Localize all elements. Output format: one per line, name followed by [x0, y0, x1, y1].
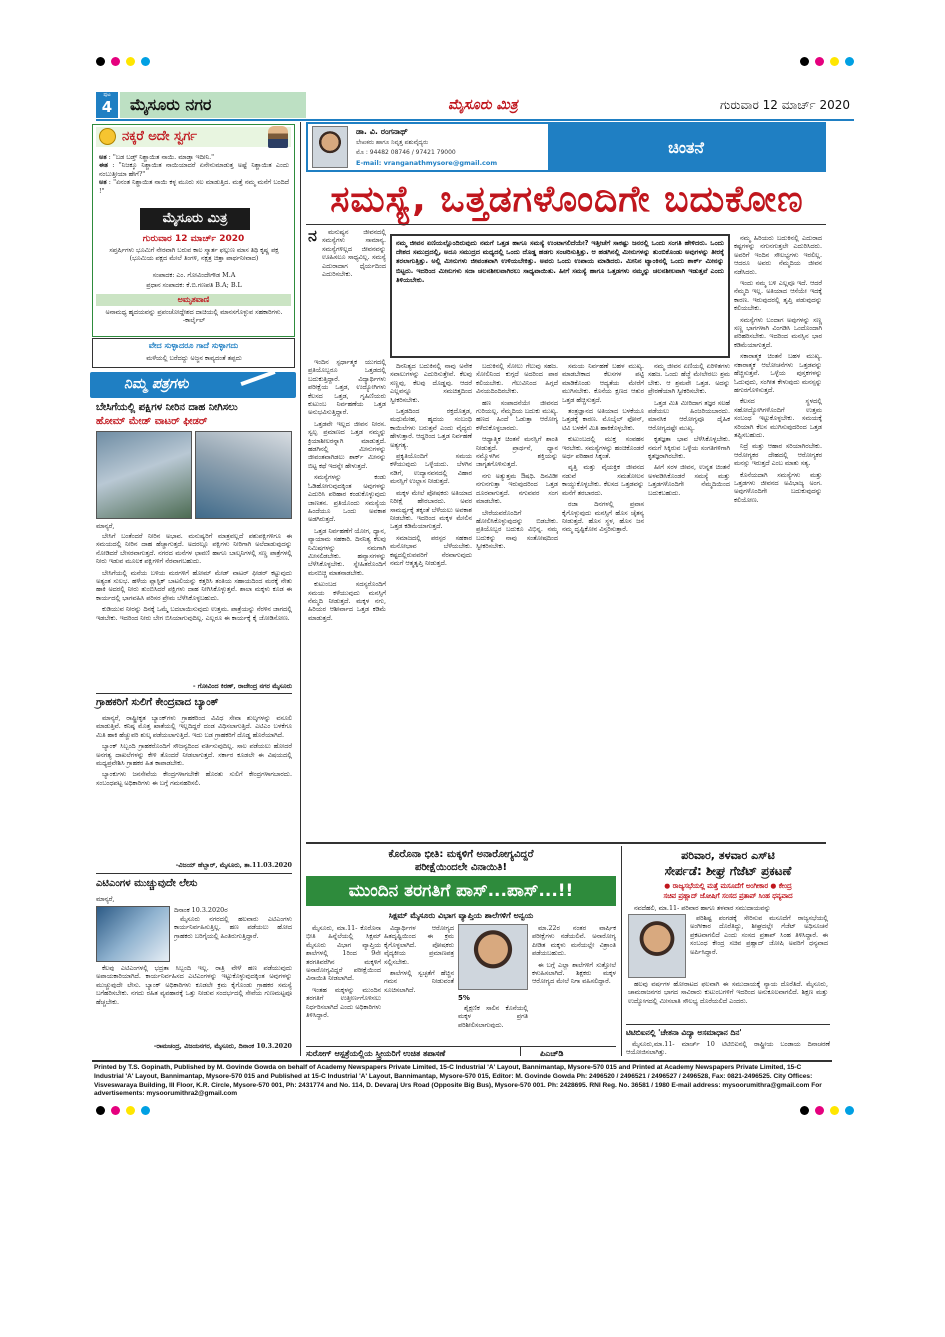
right-body-col: ಪರಿಶಿಷ್ಟ ಪಂಗಡಕ್ಕೆ ಸೇರಿಸುವ ಮಸೂದೆಗೆ ರಾಜ್ಯಸಭೆಯಲ್ಲಿ ಅಂಗೀಕಾರ ದೊರೆತಿದ್ದು, ಶೀಘ್ರದಲ್ಲೇ ಗೆಜೆಟ್ ಅಧಿಸೂಚನೆ ಪ್ರಕಟವಾಗಲಿದೆ ಎಂದು ಸಂಸದ ಪ್ರತಾಪ್ ಸಿಂಹ ತಿಳಿಸಿದ್ದಾರೆ. ಈ ಸಂಬಂಧ ಕೇಂದ್ರ ಸಚಿವ ಪ್ರಹ್ಲಾದ್ ಜೋಷಿ ಅವರಿಗೆ ಧನ್ಯವಾದ ಅರ್ಪಿಸಿದ್ದಾರೆ.: [690, 914, 828, 956]
letter3-body-cont: ಕೆಲವು ಎಟಿಎಂಗಳಲ್ಲಿ ಭದ್ರತಾ ಸಿಬ್ಬಂದಿ ಇಲ್ಲ. ರಾತ್ರಿ ವೇಳೆ ಹಣ ಪಡೆಯುವುದು ಅಪಾಯಕಾರಿಯಾಗಿದೆ. ಕಾರ್ಯನಿರ್ವಹಿಸದ ಎಟಿಎಂಗಳನ್ನು ಇಟ್ಟುಕೊಳ್ಳುವುದಕ್ಕಿಂತ ಅವುಗಳನ್ನು ಮುಚ್ಚುವುದೇ ಲೇಸು. ಬ್ಯಾಂಕ್ ಅಧಿಕಾರಿಗಳು ಕೂಡಲೇ ಕ್ರಮ ಕೈಗೊಂಡು ಗ್ರಾಹಕರ ಸಮಸ್ಯೆ ಬಗೆಹರಿಸಬೇಕು. ನಗದು ರಹಿತ ವ್ಯವಹಾರಕ್ಕೆ ಒತ್ತು ನೀಡುವ ಸಂದರ್ಭದಲ್ಲಿ ಸೇವೆಯ ಗುಣಮಟ್ಟವೂ ಹೆಚ್ಚಬೇಕು.: [96, 964, 292, 1006]
quote-text: ಅನಾಮಧ್ಯ ಹೃದಯವನ್ನು ಪ್ರಪಂಚೋದ್ದೇಶದ ದಾಚಿಯಲ್ಲಿ ಮಾನಸಗೊಳ್ಳುವ ಸಹಕಾರಿಗಳು. -ಕಾರ್ಲೈಲ್: [105, 308, 283, 325]
womens-day-body: ಮೈಸೂರು,ಮಾ.11- ಮಾರ್ಚ್ 10 ಟಿಟಿಬಿಐನಲ್ಲಿ ರಾಷ್ಟ್ರೀಯ ಬಂಡಾಯ ದಿನಾಚರಣೆ ಆಯೋಜಿಸಲಾಗಿತ್ತು.: [626, 1040, 830, 1056]
hospital-inset-title: ಸುರೋಗ್ ಆಸ್ಪತ್ರೆಯಲ್ಲಿಯ ಸ್ತ್ರೀಯರಿಗೆ ಉಚಿತ ತಪಾಸಣೆ: [306, 1049, 446, 1058]
letter3-date: ದಿನಾಂಕ 10.3.2020ರ: [174, 906, 228, 914]
cartoon-figure-icon: [268, 126, 288, 148]
editorial-col-6: ಸಮಯ ನಿರ್ವಹಣೆ ಬಹಳ ಮುಖ್ಯ. ಮಾಡಬೇಕಾದ ಕೆಲಸಗಳ ಪಟ್ಟಿ ಮಾಡಿಕೊಂಡು ಆದ್ಯತೆಯ ಮೇರೆಗೆ ಮುಗಿಸಬೇಕು. ಕೊನೆಯ ಕ್ಷಣದ ಆತುರ ಒತ್ತಡ ಹೆಚ್ಚಿಸುತ್ತದೆ. ತಂತ್ರಜ್ಞಾನದ ಅತಿಯಾದ ಬಳಕೆಯೂ ಒತ್ತಡಕ್ಕೆ ಕಾರಣ. ಮೊಬೈಲ್ ಫೋನ್, ಟಿವಿ ಬಳಕೆಗೆ ಮಿತಿ ಹಾಕಿಕೊಳ್ಳಬೇಕು. ಕುಟುಂಬದಲ್ಲಿ ಮುಕ್ತ ಸಂವಹನ ಇರಬೇಕು. ಸಮಸ್ಯೆಗಳನ್ನು ಹಂಚಿಕೊಂಡರೆ ಅರ್ಧ ಪರಿಹಾರ ಸಿಕ್ಕಂತೆ. ವೃತ್ತಿ ಮತ್ತು ವೈಯಕ್ತಿಕ ಜೀವನದ ನಡುವೆ ಸಮತೋಲನ ಕಾಯ್ದುಕೊಳ್ಳಬೇಕು. ಕೆಲಸದ ಒತ್ತಡವನ್ನು ಮನೆಗೆ ತರಬಾರದು. ರಜಾ ದಿನಗಳಲ್ಲಿ ಪ್ರವಾಸ ಕೈಗೊಳ್ಳುವುದು ಮನಸ್ಸಿಗೆ ಹೊಸ ಚೈತನ್ಯ ನೀಡುತ್ತದೆ. ಹೊಸ ಸ್ಥಳ, ಹೊಸ ಜನ ನಮ್ಮ ದೃಷ್ಟಿಕೋನ ವಿಸ್ತರಿಸುತ್ತಾರೆ.: [562, 362, 644, 534]
drop-cap: ನ: [308, 226, 317, 245]
water-feeder-photo-1: [96, 431, 192, 519]
founder-line: ಸಂಪಾದಕ: ಎಂ. ಗೋವಿಂದೇಗೌಡ M.A: [152, 271, 236, 279]
saying-text: ಮಳೆಯಲ್ಲಿ ಬರೆದದ್ದು ಅಜ್ಜನ ಕಾವ್ಯದಂತೆ ತಪ್ಪದು: [146, 354, 242, 362]
joke-list: [99, 153, 289, 203]
author-name: ಡಾ. ವಿ. ರಂಗನಾಥ್: [356, 127, 408, 136]
mini-masthead: ಮೈಸೂರು ಮಿತ್ರ: [140, 208, 250, 230]
letter1-title: ಬೇಸಿಗೆಯಲ್ಲಿ ಪಕ್ಷಿಗಳ ನೀರಿನ ದಾಹ ನೀಗಿಸಲು: [96, 402, 238, 413]
author-email: E-mail: vranganathmysore@gmail.com: [356, 159, 498, 167]
page-number: 4: [101, 98, 113, 116]
letter2-body: ಮಾನ್ಯರೆ, ರಾಷ್ಟ್ರೀಕೃತ ಬ್ಯಾಂಕ್‌ಗಳು ಗ್ರಾಹಕರಿಂದ ವಿವಿಧ ಸೇವಾ ಶುಲ್ಕಗಳನ್ನು ವಸೂಲಿ ಮಾಡುತ್ತಿವೆ. ಕನಿಷ್ಠ ಮೊತ್ತ ಖಾತೆಯಲ್ಲಿ ಇಲ್ಲದಿದ್ದರೆ ದಂಡ ವಿಧಿಸಲಾಗುತ್ತಿದೆ. ಎಟಿಎಂ ಬಳಕೆಗೂ ಮಿತಿ ಹಾಕಿ ಹೆಚ್ಚುವರಿ ಶುಲ್ಕ ಪಡೆಯಲಾಗುತ್ತಿದೆ. ಇದು ಬಡ ಗ್ರಾಹಕರಿಗೆ ದೊಡ್ಡ ಹೊರೆಯಾಗಿದೆ. ಬ್ಯಾಂಕ್ ಸಿಬ್ಬಂದಿ ಗ್ರಾಹಕರೊಂದಿಗೆ ಸೌಜನ್ಯದಿಂದ ವರ್ತಿಸುವುದಿಲ್ಲ. ಸಾಲ ಪಡೆಯಲು ಹೋದರೆ ಅನಗತ್ಯ ದಾಖಲೆಗಳನ್ನು ಕೇಳಿ ತೊಂದರೆ ನೀಡಲಾಗುತ್ತದೆ. ಸರ್ಕಾರ ಕೂಡಲೇ ಈ ವಿಷಯದಲ್ಲಿ ಮಧ್ಯಪ್ರವೇಶಿಸಿ ಗ್ರಾಹಕರ ಹಿತ ಕಾಪಾಡಬೇಕು. ಬ್ಯಾಂಕುಗಳು ಜನಸೇವೆಯ ಕೇಂದ್ರಗಳಾಗಬೇಕೇ ಹೊರತು ಸುಲಿಗೆ ಕೇಂದ್ರಗಳಾಗಬಾರದು. ಸಂಬಂಧಪಟ್ಟ ಅಧಿಕಾರಿಗಳು ಈ ಬಗ್ಗೆ ಗಮನಹರಿಸಲಿ.: [96, 714, 292, 787]
right-body-top: ನವದೆಹಲಿ, ಮಾ.11- ಪರಿವಾರ ಹಾಗೂ ತಳವಾರ ಸಮುದಾಯವನ್ನು: [634, 904, 771, 912]
letter3-signature: -ರಾಮಚಂದ್ರ, ವಿಜಯನಗರ, ಮೈಸೂರು, ದಿನಾಂಕ 10.3.2020: [153, 1042, 292, 1050]
saying-title: ವೇದ ಸುಳ್ಳಾದರೂ ಗಾದೆ ಸುಳ್ಳಾಗದು: [148, 341, 239, 350]
right-sub-1: ● ರಾಜ್ಯಸಭೆಯಲ್ಲಿ ಮತ್ತೆ ಮಸೂದೆಗೆ ಅಂಗೀಕಾರ ● ಕೇಂದ್ರ: [664, 882, 792, 890]
column-label: ಚಿಂತನೆ: [668, 138, 704, 157]
right-sub-2: ಸಚಿವ ಪ್ರಹ್ಲಾದ್ ಜೋಷಿಗೆ ಸಂಸದ ಪ್ರತಾಪ್ ಸಿಂಹ ಧನ್ಯವಾದ: [663, 892, 793, 900]
letter1-subtitle: ಹೋಮ್ ಮೇಡ್ ವಾಟರ್ ಫೀಡರ್: [96, 416, 208, 427]
author-phone: ಮೊ : 94482 08746 / 97421 79000: [356, 149, 456, 156]
section-title: ಮೈಸೂರು ನಗರ: [130, 95, 212, 114]
letter1-signature: - ಗೋವಿಂದ ಕಿರಣ್, ರಾಜೇಂದ್ರ ನಗರ ಮೈಸೂರು: [192, 682, 292, 690]
letter1-body: ಬೇಸಿಗೆ ಬಂತೆಂದರೆ ನೀರಿನ ಅಭಾವ. ಮನುಷ್ಯರಿಗೆ ಮಾತ್ರವಲ್ಲದೆ ಪಶುಪಕ್ಷಿಗಳಿಗೂ ಈ ಸಮಯದಲ್ಲಿ ನೀರಿನ ದಾಹ ಹೆಚ್ಚಾಗುತ್ತದೆ. ಅದರಲ್ಲೂ ಪಕ್ಷಿಗಳು ನೀರಿಗಾಗಿ ಅಲೆದಾಡುವುದನ್ನು ನೋಡಿದರೆ ಬೇಸರವಾಗುತ್ತದೆ. ನಗರದ ಮನೆಗಳ ಛಾವಣಿ ಹಾಗೂ ಬಾಲ್ಕನಿಗಳಲ್ಲಿ ಸಣ್ಣ ಪಾತ್ರೆಗಳಲ್ಲಿ ನೀರು ಇಡುವ ಮೂಲಕ ಪಕ್ಷಿಗಳಿಗೆ ನೆರವಾಗಬಹುದು. ಬೇಸಿಗೆಯಲ್ಲಿ ಮನೆಯ ಬಳಿಯ ಮರಗಳಿಗೆ ಹೋಮ್ ಮೇಡ್ ವಾಟರ್ ಫೀಡರ್ ಕಟ್ಟುವುದು ಅತ್ಯಂತ ಸುಲಭ. ಹಳೆಯ ಪ್ಲಾಸ್ಟಿಕ್ ಬಾಟಲಿಯನ್ನು ಕತ್ತರಿಸಿ ತಂತಿಯ ಸಹಾಯದಿಂದ ಮರಕ್ಕೆ ನೇತು ಹಾಕಿ ಅದರಲ್ಲಿ ನೀರು ತುಂಬಿಸಿದರೆ ಪಕ್ಷಿಗಳು ದಾಹ ನೀಗಿಸಿಕೊಳ್ಳುತ್ತವೆ. ಶಾಲಾ ಮಕ್ಕಳು ಕೂಡ ಈ ಕಾರ್ಯದಲ್ಲಿ ಭಾಗವಹಿಸಿ ಪರಿಸರ ಪ್ರೇಮ ಬೆಳೆಸಿಕೊಳ್ಳಬಹುದು. ಕುಡಿಯುವ ನೀರನ್ನು ದಿನಕ್ಕೆ ಒಮ್ಮೆ ಬದಲಾಯಿಸುವುದು ಉತ್ತಮ. ಪಾತ್ರೆಯನ್ನು ನೆರಳಿನ ಜಾಗದಲ್ಲಿ ಇಡಬೇಕು. ಇದರಿಂದ ನೀರು ಬೇಗ ಬಿಸಿಯಾಗುವುದಿಲ್ಲ. ಎಲ್ಲರೂ ಈ ಕಾರ್ಯಕ್ಕೆ ಕೈ ಜೋಡಿಸೋಣ.: [96, 532, 292, 622]
masthead: ಮೈಸೂರು ಮಿತ್ರ: [448, 97, 518, 113]
publisher-line: ಪ್ರಧಾನ ಸಂಪಾದಕ: ಕೆ.ಬಿ.ಗಣಪತಿ B.A; B.L: [146, 281, 242, 289]
corona-col-3: ಶೈಕ್ಷಣಿಕ ಸಾಲಿನ ಕೊನೆಯಲ್ಲಿ ಮಕ್ಕಳ ಪ್ರಗತಿ ಪರಿಶೀಲಿಸಲಾಗುವುದು.: [458, 1004, 528, 1029]
right-headline: ಸೇರ್ಪಡೆ: ಶೀಘ್ರ ಗೆಜೆಟ್ ಪ್ರಕಟಣೆ: [664, 864, 792, 878]
water-feeder-photo-2: [195, 431, 292, 519]
page-number-box: [96, 92, 118, 118]
corona-pullquote-marker: 5%: [458, 994, 470, 1002]
letter1-caption: ಮಾನ್ಯರೆ,: [96, 522, 115, 530]
header-date: ಗುರುವಾರ 12 ಮಾರ್ಚ್ 2020: [720, 98, 850, 112]
author-role: ಲೇಖಕರು ಹಾಗೂ ನಿವೃತ್ತ ಪಶುವೈದ್ಯರು: [356, 139, 429, 146]
joke-line: ಈತ : "ನಿಜಕ್ಕೂ ನಿಶ್ಚಾಯಿತ ನಾಯಿಯಾದರೆ ಏನೇನುಮಾಡುತ್ತ ಅಷ್ಟೆ ನಿಶ್ಚಾಯಿತ ಎಂದು ನಂಬುತ್ತೀಯಾ ಹೇಗೆ?": [99, 161, 289, 178]
quote-title: ಅಮೃತವಾಣಿ: [177, 295, 210, 304]
corona-col-4: ಮಾ.22ರ ನಂತರ ವಾರ್ಷಿಕ ಪರೀಕ್ಷೆಗಳು ನಡೆಯಲಿವೆ. ಅನಾರೋಗ್ಯ ಪೀಡಿತ ಮಕ್ಕಳು ಮನೆಯಲ್ಲೇ ವಿಶ್ರಾಂತಿ ಪಡೆಯಬಹುದು. ಈ ಬಗ್ಗೆ ಎಲ್ಲಾ ಶಾಲೆಗಳಿಗೆ ಸುತ್ತೋಲೆ ಕಳುಹಿಸಲಾಗಿದೆ. ಶಿಕ್ಷಕರು ಮಕ್ಕಳ ಆರೋಗ್ಯದ ಮೇಲೆ ನಿಗಾ ವಹಿಸಲಿದ್ದಾರೆ.: [532, 924, 616, 986]
editorial-col-5: ಬದುಕಿನಲ್ಲಿ ಸೋಲು ಗೆಲುವು ಸಹಜ. ಸೋಲಿನಿಂದ ಕುಗ್ಗದೆ ಅದರಿಂದ ಪಾಠ ಕಲಿಯಬೇಕು. ಗೆಲುವಿನಿಂದ ಹಿಗ್ಗದೆ ವಿನಯದಿಂದಿರಬೇಕು. ಹಣ ಸಂಪಾದನೆಯೇ ಜೀವನದ ಗುರಿಯಲ್ಲ. ನೆಮ್ಮದಿಯ ಬದುಕು ಮುಖ್ಯ. ಹಣದ ಹಿಂದೆ ಓಡುತ್ತಾ ಆರೋಗ್ಯ ಕಳೆದುಕೊಳ್ಳಬಾರದು. ಆಧ್ಯಾತ್ಮಿಕ ಚಿಂತನೆ ಮನಸ್ಸಿಗೆ ಶಾಂತಿ ನೀಡುತ್ತದೆ. ಪ್ರಾರ್ಥನೆ, ಧ್ಯಾನ ನಮ್ಮೊಳಗಿನ ಶಕ್ತಿಯನ್ನು ಜಾಗೃತಗೊಳಿಸುತ್ತದೆ. ನಗು ಅತ್ಯುತ್ತಮ ಔಷಧಿ. ದಿನವಿಡೀ ನಗುನಗುತ್ತಾ ಇರುವುದರಿಂದ ಒತ್ತಡ ದೂರವಾಗುತ್ತದೆ. ನಗುವವರ ಸಂಗ ಮಾಡಬೇಕು. ಬೇರೆಯವರೊಂದಿಗೆ ಹೋಲಿಸಿಕೊಳ್ಳುವುದನ್ನು ಬಿಡಬೇಕು. ಪ್ರತಿಯೊಬ್ಬರ ಬದುಕೂ ವಿಭಿನ್ನ. ನಮ್ಮ ಬದುಕನ್ನು ನಾವು ಸಂತೋಷದಿಂದ ಸ್ವೀಕರಿಸಬೇಕು.: [476, 362, 558, 551]
pullquote-text: ನಮ್ಮ ಜೀವನ ಏಣಿಯಲ್ಲೊಂದಿರುವುದು ನಮಗೆ ಒತ್ತಡ ಹಾಗೂ ಸಮಸ್ಯೆ ಉಂಟಾಗಲಿದೆಯೇ? ಇತ್ತೀಚೆಗೆ ಸಾಕಷ್ಟು ಜನರಲ್ಲಿ ಒಂದು ಸಂಗತಿ ಹೇಳಿದರು. ಒಂದು ದೇಶದ ಸಮುದ್ರದಲ್ಲಿ, ಅದೂ ಸಮುದ್ರದ ಮಧ್ಯದಲ್ಲಿ ಒಂದು ದೊಡ್ಡ ಹಡಗು ಸಂಚರಿಸುತ್ತಿತ್ತು. ಆ ಹಡಗಿನಲ್ಲಿ ಮೀನುಗಳನ್ನು ತುಂಬಿಕೊಂಡು ಅವುಗಳನ್ನು ತೀರಕ್ಕೆ ತರಲಾಗುತ್ತಿತ್ತು. ಅಲ್ಲಿ ಮೀನುಗಳು ಜೀವಂತವಾಗಿ ಉಳಿಯಬೇಕಿತ್ತು. ಅವರು ಒಂದು ಉಪಾಯ ಮಾಡಿದರು. ಮೀನಿನ ಟ್ಯಾಂಕಿನಲ್ಲಿ ಒಂದು ಶಾರ್ಕ್ ಮೀನನ್ನು ಬಿಟ್ಟರು. ಇದರಿಂದ ಮೀನುಗಳು ಸದಾ ಚಲನಶೀಲವಾಗಿರಲು ಸಾಧ್ಯವಾಯಿತು. ಹೀಗೆ ಸಮಸ್ಯೆ ಹಾಗೂ ಒತ್ತಡಗಳು ನಮ್ಮನ್ನು ಚಲನಶೀಲವಾಗಿ ಇಡುತ್ತವೆ ಎಂದು ತಿಳಿಯಬೇಕು.: [396, 239, 724, 284]
phd-label: ಪಿಎಚ್‌ಡಿ: [540, 1049, 564, 1058]
letters-banner: ನಿಮ್ಮ ಪತ್ರಗಳು: [124, 376, 189, 392]
corona-col-1: ಮೈಸೂರು, ಮಾ.11- ಕೊರೊನಾ ಭೀತಿ ಹಿನ್ನೆಲೆಯಲ್ಲಿ ಸಿಕ್ಷಮ್ ಮೈಸೂರು ವಿಭಾಗ ವ್ಯಾಪ್ತಿಯ ಶಾಲೆಗಳಲ್ಲಿ 1ರಿಂದ 9ನೇ ತರಗತಿವರೆಗಿನ ಮಕ್ಕಳಿಗೆ ಅನಾರೋಗ್ಯವಿದ್ದರೆ ಪರೀಕ್ಷೆಯಿಂದ ವಿನಾಯಿತಿ ನೀಡಲಾಗಿದೆ. ಇಂತಹ ಮಕ್ಕಳನ್ನು ಮುಂದಿನ ತರಗತಿಗೆ ಉತ್ತೀರ್ಣಗೊಳಿಸಲು ನಿರ್ಧರಿಸಲಾಗಿದೆ ಎಂದು ಅಧಿಕಾರಿಗಳು ತಿಳಿಸಿದ್ದಾರೆ.: [306, 924, 381, 1020]
atm-photo: [96, 906, 170, 962]
letter2-title: ಗ್ರಾಹಕರಿಗೆ ಸುಲಿಗೆ ಕೇಂದ್ರವಾದ ಬ್ಯಾಂಕ್: [96, 697, 219, 708]
footer-imprint: Printed by T.S. Gopinath, Published by M. Govinde Gowda on behalf of Academy Newspapers Private Limited, 15-C Industrial 'A' Layout, Bannimantap, Mysore-570 015 and Printed at Academy Newspapers Private Limited, 15-C Industrial 'A' Layout, Bannimantap, Mysore-570 015 and Published at 15-C Industrial 'A' Layout, Bannimantap, Mysore-570 015, Editor: M. Govinde Gowda Ph: 2496520 / 2496521 / 2496527 / 2496528, Fax: 0821-2496525. City Offices: Visveswaraya Building, III Floor, K.R. Circle, Mysore-570 001, Ph: 2431774 and No. 114, D. Devaraj Urs Road (Opposite Big Bus), Mysore-570 001. Ph: 2428695. RNI Reg. No. 36581 / 1980 E-mail address: mysoorumithra@gmail.com For advertisements: mysoorumithra2@gmail.com: [94, 1064, 822, 1098]
corona-subheadline: ಸಿಕ್ಷಮ್ ಮೈಸೂರು ವಿಭಾಗ ವ್ಯಾಪ್ತಿಯ ಶಾಲೆಗಳಿಗೆ ಅನ್ವಯ: [388, 911, 534, 920]
corona-kicker-1: ಕೊರೊನಾ ಭೀತಿ: ಮಕ್ಕಳಿಗೆ ಅನಾರೋಗ್ಯವಿದ್ದರೆ: [388, 849, 534, 860]
page-label: ಪುಟ: [103, 92, 111, 98]
corona-col-2: ವಿದ್ಯಾರ್ಥಿಗಳ ಆರೋಗ್ಯದ ಹಿತದೃಷ್ಟಿಯಿಂದ ಈ ಕ್ರಮ ಕೈಗೊಳ್ಳಲಾಗಿದೆ. ಪೋಷಕರು ವೈದ್ಯಕೀಯ ಪ್ರಮಾಣಪತ್ರ ಸಲ್ಲಿಸಬೇಕು. ಶಾಲೆಗಳಲ್ಲಿ ಸ್ವಚ್ಛತೆಗೆ ಹೆಚ್ಚಿನ ಗಮನ ನೀಡುವಂತೆ ಸೂಚಿಸಲಾಗಿದೆ.: [384, 924, 454, 994]
right-body-bottom: ಹಲವು ವರ್ಷಗಳ ಹೋರಾಟದ ಫಲವಾಗಿ ಈ ಸಮುದಾಯಕ್ಕೆ ನ್ಯಾಯ ದೊರೆತಿದೆ. ಮೈಸೂರು, ಚಾಮರಾಜನಗರ ಭಾಗದ ಸಾವಿರಾರು ಕುಟುಂಬಗಳಿಗೆ ಇದರಿಂದ ಅನುಕೂಲವಾಗಲಿದೆ. ಶಿಕ್ಷಣ ಮತ್ತು ಉದ್ಯೋಗದಲ್ಲಿ ಮೀಸಲಾತಿ ಸೌಲಭ್ಯ ದೊರೆಯಲಿದೆ ಎಂದರು.: [628, 980, 828, 1005]
editorial-headline: ಸಮಸ್ಯೆ, ಒತ್ತಡಗಳೊಂದಿಗೇ ಬದುಕೋಣ: [330, 179, 804, 220]
author-photo: [312, 126, 348, 168]
official-photo: [458, 924, 528, 990]
joke-box-title: ನಕ್ಕರೆ ಅದೇ ಸ್ವರ್ಗ: [122, 129, 197, 144]
letter2-signature: -ವಿಜಯ್ ಹೆಬ್ಬಾರ್, ಮೈಸೂರು, ತಾ.11.03.2020: [175, 861, 292, 869]
editorial-col-1b: ಇಂದಿನ ಸ್ಪರ್ಧಾತ್ಮಕ ಯುಗದಲ್ಲಿ ಪ್ರತಿಯೊಬ್ಬರೂ ಒತ್ತಡದಲ್ಲಿ ಬದುಕುತ್ತಿದ್ದಾರೆ. ವಿದ್ಯಾರ್ಥಿಗಳು ಪರೀಕ್ಷೆಯ ಒತ್ತಡ, ಉದ್ಯೋಗಿಗಳು ಕೆಲಸದ ಒತ್ತಡ, ಗೃಹಿಣಿಯರು ಕುಟುಂಬ ನಿರ್ವಹಣೆಯ ಒತ್ತಡ ಅನುಭವಿಸುತ್ತಿದ್ದಾರೆ. ಒತ್ತಡವೇ ಇಲ್ಲದ ಜೀವನ ನೀರಸ. ಸ್ವಲ್ಪ ಪ್ರಮಾಣದ ಒತ್ತಡ ನಮ್ಮನ್ನು ಕ್ರಿಯಾಶೀಲರನ್ನಾಗಿ ಮಾಡುತ್ತದೆ. ಹಡಗಿನಲ್ಲಿ ಮೀನುಗಳನ್ನು ಜೀವಂತವಾಗಿಡಲು ಶಾರ್ಕ್ ಮೀನನ್ನು ಬಿಟ್ಟ ಕಥೆ ಇದನ್ನೇ ಹೇಳುತ್ತದೆ. ಸಮಸ್ಯೆಗಳನ್ನು ಕಂಡು ಓಡಿಹೋಗುವುದಕ್ಕಿಂತ ಅವುಗಳನ್ನು ಎದುರಿಸಿ ಪರಿಹಾರ ಕಂಡುಕೊಳ್ಳುವುದು ಜಾಣತನ. ಪ್ರತಿಯೊಂದು ಸಮಸ್ಯೆಯ ಹಿಂದೆಯೂ ಒಂದು ಅವಕಾಶ ಅಡಗಿರುತ್ತದೆ. ಒತ್ತಡ ನಿರ್ವಹಣೆಗೆ ಯೋಗ, ಧ್ಯಾನ, ವ್ಯಾಯಾಮ ಸಹಕಾರಿ. ದಿನನಿತ್ಯ ಕೆಲವು ನಿಮಿಷಗಳನ್ನು ನಮಗಾಗಿ ಮೀಸಲಿಡಬೇಕು. ಹವ್ಯಾಸಗಳನ್ನು ಬೆಳೆಸಿಕೊಳ್ಳಬೇಕು. ಸ್ನೇಹಿತರೊಂದಿಗೆ ಮನಬಿಚ್ಚಿ ಮಾತನಾಡಬೇಕು. ಕುಟುಂಬದ ಸದಸ್ಯರೊಂದಿಗೆ ಸಮಯ ಕಳೆಯುವುದು ಮನಸ್ಸಿಗೆ ನೆಮ್ಮದಿ ನೀಡುತ್ತದೆ. ಮಕ್ಕಳ ನಗು, ಹಿರಿಯರ ಆಶೀರ್ವಾದ ಒತ್ತಡ ಕಡಿಮೆ ಮಾಡುತ್ತದೆ.: [308, 358, 386, 622]
letter3-title: ಎಟಿಎಂಗಳ ಮುಚ್ಚುವುದೇ ಲೇಸು: [96, 878, 198, 889]
right-kicker: ಪರಿವಾರ, ತಳವಾರ ಎಸ್‌ಟಿ: [681, 849, 775, 862]
laughing-emoji-icon: [99, 128, 116, 145]
joke-line: ಅತ : "ಏನಂತ ನಿಶ್ಚಾಯಿತ ನಾಯಿ ಕಳ್ಳ ಮೂರು ಸಲ ಮಾಡುತ್ತಿದ. ಮತ್ತೆ ನಮ್ಮ ಮನೆಗೆ ಬಂದಿದೆ !": [99, 178, 289, 195]
mp-photo: [628, 914, 686, 978]
almanac-text: ಸಪ್ತರ್ಷಿಗಳು ಭೂಮಿಗೆ ನೇರವಾಗಿ ಬರುವ ಕಾಲ ಸ್ಮಾರ್ತ ಫಲ್ಗುಣ ಮಾಸ ತಿಥಿ ಕೃಷ್ಣ ಪಕ್ಷ (ಭೂಮಿಯ ಪಕ್ಷದ ಮೇಲೆ ತಿಂಗಳಿ, ನಕ್ಷತ್ರ ಚಿತ್ತಾ ಪಾರ್ಥನೀವಾದ): [109, 246, 279, 263]
editorial-col-4: ದಿನನಿತ್ಯದ ಬದುಕಿನಲ್ಲಿ ನಾವು ಅನೇಕ ಸವಾಲುಗಳನ್ನು ಎದುರಿಸುತ್ತೇವೆ. ಕೆಲವು ಸಣ್ಣವು, ಕೆಲವು ದೊಡ್ಡವು. ಆದರೆ ಎಲ್ಲವನ್ನೂ ಸಮಚಿತ್ತದಿಂದ ಸ್ವೀಕರಿಸಬೇಕು. ಒತ್ತಡದಿಂದ ರಕ್ತದೊತ್ತಡ, ಮಧುಮೇಹ, ಹೃದಯ ಸಂಬಂಧಿ ಕಾಯಿಲೆಗಳು ಬರುತ್ತವೆ ಎಂದು ವೈದ್ಯರು ಹೇಳುತ್ತಾರೆ. ಆದ್ದರಿಂದ ಒತ್ತಡ ನಿರ್ವಹಣೆ ಅತ್ಯಗತ್ಯ. ಪ್ರಕೃತಿಯೊಂದಿಗೆ ಸಮಯ ಕಳೆಯುವುದು ಒಳ್ಳೆಯದು. ಬೆಳಗಿನ ನಡಿಗೆ, ಉದ್ಯಾನವನದಲ್ಲಿ ವಿಹಾರ ಮನಸ್ಸಿಗೆ ಉಲ್ಲಾಸ ನೀಡುತ್ತದೆ. ಮಕ್ಕಳ ಮೇಲೆ ಪೋಷಕರು ಅತಿಯಾದ ನಿರೀಕ್ಷೆ ಹೇರಬಾರದು. ಅವರ ಸಾಮರ್ಥ್ಯಕ್ಕೆ ತಕ್ಕಂತೆ ಬೆಳೆಯಲು ಅವಕಾಶ ನೀಡಬೇಕು. ಇದರಿಂದ ಮಕ್ಕಳ ಮೇಲಿನ ಒತ್ತಡ ಕಡಿಮೆಯಾಗುತ್ತದೆ. ಸಮಾಜದಲ್ಲಿ ಪರಸ್ಪರ ಸಹಕಾರ ಮನೋಭಾವ ಬೆಳೆಯಬೇಕು. ಕಷ್ಟದಲ್ಲಿರುವವರಿಗೆ ನೆರವಾಗುವುದು ನಮಗೆ ಆತ್ಮತೃಪ್ತಿ ನೀಡುತ್ತದೆ.: [390, 362, 472, 567]
editorial-col-3: ನಮ್ಮ ಹಿರಿಯರು ಬದುಕಿನಲ್ಲಿ ಎದುರಾದ ಕಷ್ಟಗಳನ್ನು ನಗುನಗುತ್ತಲೇ ಎದುರಿಸಿದರು. ಅವರಿಗೆ ಇಂದಿನ ಸೌಲಭ್ಯಗಳು ಇರಲಿಲ್ಲ. ಆದರೂ ಅವರು ನೆಮ್ಮದಿಯ ಜೀವನ ನಡೆಸಿದರು. ಇಂದು ನಮ್ಮ ಬಳಿ ಎಲ್ಲವೂ ಇದೆ. ಆದರೆ ನೆಮ್ಮದಿ ಇಲ್ಲ. ಅತಿಯಾದ ಆಸೆಯೇ ಇದಕ್ಕೆ ಕಾರಣ. ಇರುವುದರಲ್ಲಿ ತೃಪ್ತಿ ಪಡುವುದನ್ನು ಕಲಿಯಬೇಕು. ಸಮಸ್ಯೆಗಳು ಬಂದಾಗ ಅವುಗಳನ್ನು ಸಣ್ಣ ಸಣ್ಣ ಭಾಗಗಳಾಗಿ ವಿಂಗಡಿಸಿ ಒಂದೊಂದಾಗಿ ಪರಿಹರಿಸಬೇಕು. ಇದರಿಂದ ಮನಸ್ಸಿನ ಭಾರ ಕಡಿಮೆಯಾಗುತ್ತದೆ. ಸಕಾರಾತ್ಮಕ ಚಿಂತನೆ ಬಹಳ ಮುಖ್ಯ. ನಕಾರಾತ್ಮಕ ಆಲೋಚನೆಗಳು ಒತ್ತಡವನ್ನು ಹೆಚ್ಚಿಸುತ್ತವೆ. ಒಳ್ಳೆಯ ಪುಸ್ತಕಗಳನ್ನು ಓದುವುದು, ಸಂಗೀತ ಕೇಳುವುದು ಮನಸ್ಸನ್ನು ಹಗುರಗೊಳಿಸುತ್ತದೆ. ಕೆಲಸದ ಸ್ಥಳದಲ್ಲಿ ಸಹೋದ್ಯೋಗಿಗಳೊಂದಿಗೆ ಉತ್ತಮ ಸಂಬಂಧ ಇಟ್ಟುಕೊಳ್ಳಬೇಕು. ಸಮಯಕ್ಕೆ ಸರಿಯಾಗಿ ಕೆಲಸ ಮುಗಿಸುವುದರಿಂದ ಒತ್ತಡ ತಪ್ಪಿಸಬಹುದು. ನಿದ್ರೆ ಮತ್ತು ಆಹಾರ ಸರಿಯಾಗಿರಬೇಕು. ಆರೋಗ್ಯಕರ ದೇಹದಲ್ಲಿ ಆರೋಗ್ಯಕರ ಮನಸ್ಸು ಇರುತ್ತದೆ ಎಂಬ ಮಾತು ಸತ್ಯ. ಕೊನೆಯದಾಗಿ ಸಮಸ್ಯೆಗಳು ಮತ್ತು ಒತ್ತಡಗಳು ಜೀವನದ ಅವಿಭಾಜ್ಯ ಅಂಗ. ಅವುಗಳೊಂದಿಗೇ ಬದುಕುವುದನ್ನು ಕಲಿಯೋಣ.: [734, 234, 822, 504]
joke-line: ಅತ : "ಬಡ ಬಡ್ತ್ ನಿಶ್ಚಾಯಿತ ನಾಯಿ. ಮಾಡ್ತಾ ಇದೀನಿ.": [99, 153, 215, 161]
letter3-intro: ಮಾನ್ಯರೆ,: [96, 895, 115, 903]
editorial-col-1: ಮನುಷ್ಯನ ಜೀವನದಲ್ಲಿ ಸಮಸ್ಯೆಗಳು ಸಾಮಾನ್ಯ. ಸಮಸ್ಯೆಗಳಿಲ್ಲದ ಜೀವನವನ್ನು ಊಹಿಸಲೂ ಸಾಧ್ಯವಿಲ್ಲ. ಸಮಸ್ಯೆ ಎದುರಾದಾಗ ಧೈರ್ಯದಿಂದ ಎದುರಿಸಬೇಕು.: [322, 228, 386, 279]
editorial-col-7: ನಮ್ಮ ಜೀವನ ಏಣಿಯಲ್ಲಿ ಏರಿಳಿತಗಳು ಸಹಜ. ಒಂದು ಹೆಜ್ಜೆ ಮೇಲೇರಲು ಶ್ರಮ ಬೇಕು. ಆ ಶ್ರಮವೇ ಒತ್ತಡ. ಅದನ್ನು ಪ್ರೇರಣೆಯಾಗಿ ಸ್ವೀಕರಿಸಬೇಕು. ಒತ್ತಡ ಮಿತಿ ಮೀರಿದಾಗ ತಜ್ಞರ ಸಲಹೆ ಪಡೆಯಲು ಹಿಂಜರಿಯಬಾರದು. ಮಾನಸಿಕ ಆರೋಗ್ಯವೂ ದೈಹಿಕ ಆರೋಗ್ಯದಷ್ಟೇ ಮುಖ್ಯ. ಕೃತಜ್ಞತಾ ಭಾವ ಬೆಳೆಸಿಕೊಳ್ಳಬೇಕು. ನಮಗೆ ಸಿಕ್ಕಿರುವ ಒಳ್ಳೆಯ ಸಂಗತಿಗಳಿಗಾಗಿ ಕೃತಜ್ಞರಾಗಿರಬೇಕು. ಹೀಗೆ ಸರಳ ಜೀವನ, ಉನ್ನತ ಚಿಂತನೆ ಅಳವಡಿಸಿಕೊಂಡರೆ ಸಮಸ್ಯೆ ಮತ್ತು ಒತ್ತಡಗಳೊಂದಿಗೇ ನೆಮ್ಮದಿಯಿಂದ ಬದುಕಬಹುದು.: [648, 362, 730, 497]
mini-date: ಗುರುವಾರ 12 ಮಾರ್ಚ್ 2020: [142, 234, 245, 244]
corona-banner-headline: ಮುಂದಿನ ತರಗತಿಗೆ ಪಾಸ್...ಪಾಸ್...!!: [348, 881, 574, 901]
letter3-body: ಮೈಸೂರು ನಗರದಲ್ಲಿ ಹಲವಾರು ಎಟಿಎಂಗಳು ಕಾರ್ಯನಿರ್ವಹಿಸುತ್ತಿಲ್ಲ. ಹಣ ಪಡೆಯಲು ಹೋದ ಗ್ರಾಹಕರು ಬರಿಗೈಯಲ್ಲಿ ಹಿಂತಿರುಗುತ್ತಿದ್ದಾರೆ.: [174, 915, 292, 940]
womens-day-headline: ಟಿಟಿಬಿಐನಲ್ಲಿ 'ಚೇತನಾ ವಿದ್ಯಾ ಅಸಮಾಧಾನ ದಿನ': [626, 1028, 742, 1037]
corona-kicker-2: ಪರೀಕ್ಷೆಯಿಂದಲೇ ವಿನಾಯಿತಿ!: [414, 862, 508, 873]
page-header: [96, 92, 854, 120]
